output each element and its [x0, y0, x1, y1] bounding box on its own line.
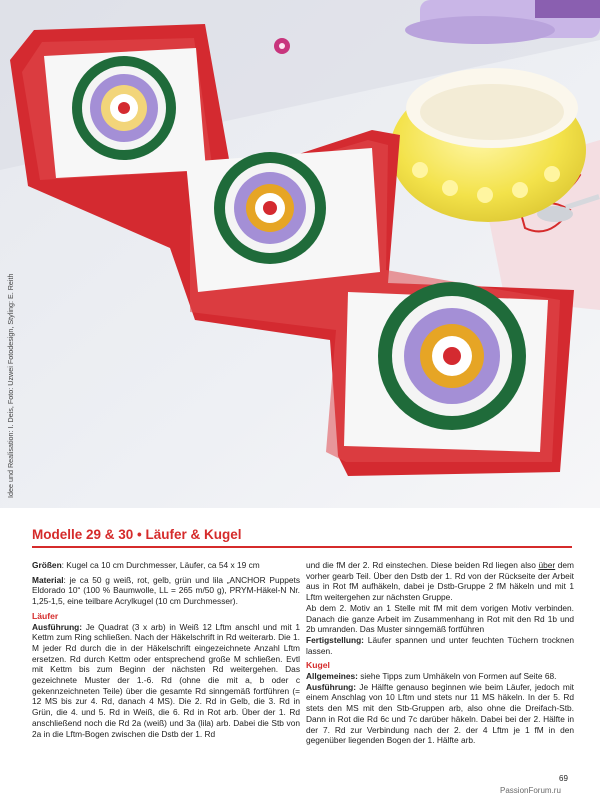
- material-paragraph: [32, 575, 300, 607]
- material-label: Material: [32, 574, 64, 585]
- continuation-underlined: über: [538, 560, 556, 570]
- title-bar: [32, 522, 572, 548]
- ball-execution-text: Je Hälfte genauso beginnen wie beim Läufer, jedoch mit einem Anschlag von 10 Lftm und stets nur 11 MS häkeln. In der 5. Rd stets den MS mit den Stb-Gruppen arb, also ohne die Dreifach-Stb. Dann in Rot die Rd 6c und 7c darüber häkeln. Dabei bei der 2. Hälfte in der 7. Rd zur Verbindung nach der 2. der 4 Lftm je 1 fM in den gegenüber liegenden Bogen der 1. Hälfte arb.: [306, 681, 574, 746]
- material-text: : je ca 50 g weiß, rot, gelb, grün und lila „ANCHOR Puppets Eldorado 10“ (100 % Baumwolle, LL = 265 m/50 g), PRYM-Häkel-N Nr. 1,25-1,5, eine teilbare Acrylkugel (10 cm Durchmesser).: [32, 574, 300, 607]
- purple-cup: [405, 0, 600, 44]
- runner-execution-paragraph: [32, 622, 300, 740]
- crochet-motif-3: [344, 282, 548, 452]
- instructions-left-column: [32, 560, 300, 739]
- ball-general-label: Allgemeines:: [306, 671, 358, 682]
- ball-general-text: siehe Tipps zum Umhäkeln von Formen auf Seite 68.: [357, 671, 557, 682]
- ball-execution-paragraph: [306, 682, 574, 746]
- crochet-motif-2: [186, 148, 380, 292]
- yellow-bowl: [390, 68, 586, 222]
- sizes-text: : Kugel ca 10 cm Durchmesser, Läufer, ca 54 x 19 cm: [61, 560, 260, 570]
- finishing-label: Fertigstellung:: [306, 634, 364, 645]
- joining-paragraph: Ab dem 2. Motiv an 1 Stelle mit fM mit dem vorigen Motiv verbinden. Danach die ganze Arbeit im Zusammenhang in Rot mit den Rd 1b und 2b umranden. Das Muster sinngemäß fortführen: [306, 602, 574, 635]
- sizes-label: Größen: [32, 560, 62, 570]
- instructions-right-column: [306, 560, 574, 746]
- runner-execution-text: Je Quadrat (3 x arb) in Weiß 12 Lftm anschl und mit 1 Kettm zum Ring schließen. Nach der Häkelschrift in Rd weiterarb. Die 1. M jeder Rd durch die in der Häkelschrift eingezeichnete Anzahl Lftm ersetzen. Rd durch Kettm oder entsprechend große M schließen. Evtl mit Kettm bis zum Beginn der nächsten Rd weitergehen. Das gezeichnete Muster der 1.-6. Rd (ohne die mit a, b oder c gekennzeichneten Teile) über die gesamte Rd sinngemäß fortführen (= 12 MS bis zur 4. Rd, danach 4 MS). Die 2. Rd in Gelb, die 3. Rd in Grün, die 4. und 5. Rd in Weiß, die 6. Rd in Rot arb. Über der 1. Rd anschließend noch die Rd 2a (weiß) und 3a (lila) arb. Dabei die Stb von 2a in die Lftm-Bogen zwischen die Dstb der 1. Rd: [32, 621, 300, 739]
- crochet-motif-1: [44, 48, 206, 178]
- continuation-text-1: und die fM der 2. Rd einstechen. Diese beiden Rd liegen also: [306, 560, 539, 570]
- photo-credit: Idee und Realisation: I. Deis, Foto: Uzwei Fotodesign, Styling: E. Reith: [6, 273, 15, 498]
- section-heading-runner: Läufer: [32, 610, 59, 621]
- runner-continuation-paragraph: [306, 560, 574, 603]
- finishing-text: Läufer spannen und unter feuchten Tüchern trocknen lassen.: [306, 634, 574, 656]
- continuation-text-2: dem vorher gearb Teil. Über den Dstb der 1. Rd von der Rückseite der Arbeit aus in Rot fM aufhäkeln, dabei je Dstb-Gruppe 2 fM häkeln und mit 1 Lftm weitergehen zur nächsten Gruppe.: [306, 560, 574, 603]
- page-title: Modelle 29 & 30 • Läufer & Kugel: [32, 526, 242, 542]
- section-heading-ball: Kugel: [306, 660, 330, 671]
- page-number: 69: [559, 774, 568, 783]
- watermark: PassionForum.ru: [500, 786, 561, 795]
- ball-general-paragraph: [306, 671, 574, 682]
- ball-execution-label: Ausführung:: [306, 681, 357, 692]
- runner-execution-label: Ausführung:: [32, 621, 83, 632]
- sizes-paragraph: [32, 560, 300, 571]
- finishing-paragraph: [306, 635, 574, 656]
